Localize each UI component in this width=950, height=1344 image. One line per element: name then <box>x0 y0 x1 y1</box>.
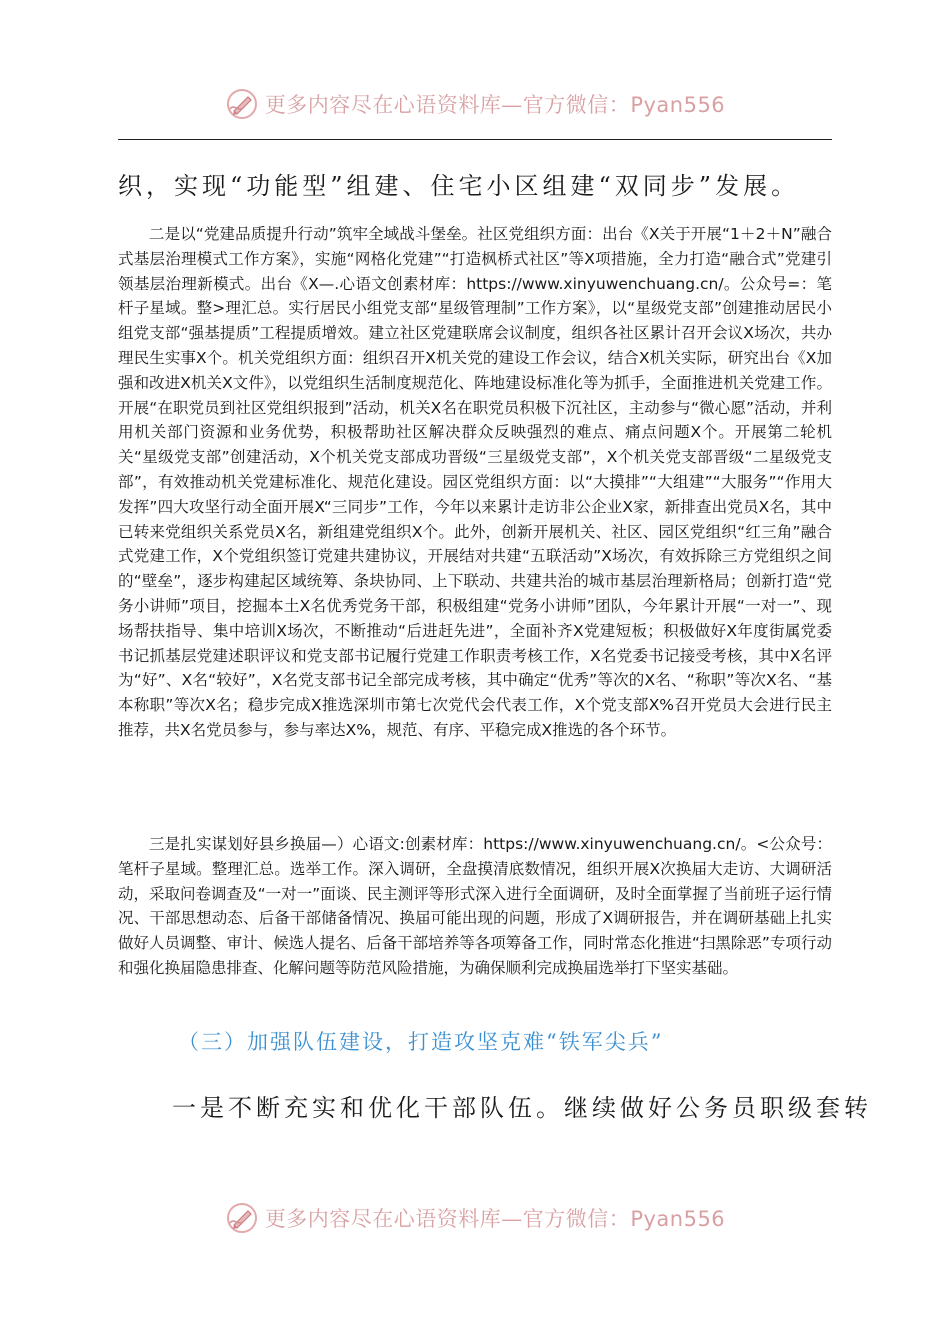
footer-banner <box>0 1198 950 1238</box>
header-banner <box>0 84 950 124</box>
pen-and-paper-logo-icon <box>225 1201 259 1235</box>
paragraph-first-point-start: 一是不断充实和优化干部队伍。继续做好公务员职级套转 <box>172 1094 872 1122</box>
wechat-id: Pyan556 <box>630 93 726 117</box>
continued-paragraph-line: 织，实现“功能型”组建、住宅小区组建“双同步”发展。 <box>118 172 800 200</box>
paragraph-third-point: 三是扎实谋划好县乡换届—）心语文:创素材库：https://www.xinyuwenchuang.cn/。<公众号：笔杆子星域。整理汇总。选举工作。深入调研，全盘摸清底数情况，组织开展X次换届大走访、大调研活动，采取问卷调查及“一对一”面谈、民主测评等形式深入进行全面调研，及时全面掌握了当前班子运行情况、干部思想动态、后备干部储备情况、换届可能出现的问题，形成了X调研报告，并在调研基础上扎实做好人员调整、审计、候选人提名、后备干部培养等各项筹备工作，同时常态化推进“扫黑除恶”专项行动和强化换届隐患排查、化解问题等防范风险措施，为确保顺利完成换届选举打下坚实基础。 <box>118 835 832 977</box>
header-divider <box>118 139 832 140</box>
paragraph-second-point: 二是以“党建品质提升行动”筑牢全域战斗堡垒。社区党组织方面：出台《X关于开展“1＋2＋N”融合式基层治理模式工作方案》，实施“网格化党建”“打造枫桥式社区”等X项措施，全力打造“融合式”党建引领基层治理新模式。出台《X—.心语文创素材库：https://www.xinyuwenchuang.cn/。公众号=：笔杆子星域。整>理汇总。实行居民小组党支部“星级管理制”工作方案》，以“星级党支部”创建推动居民小组党支部“强基提质”工程提质增效。建立社区党建联席会议制度，组织各社区累计召开会议X场次，共办理民生实事X个。机关党组织方面：组织召开X机关党的建设工作会议，结合X机关实际，研究出台《X加强和改进X机关X文件》，以党组织生活制度规范化、阵地建设标准化等为抓手，全面推进机关党建工作。开展“在职党员到社区党组织报到”活动，机关X名在职党员积极下沉社区，主动参与“微心愿”活动，并利用机关部门资源和业务优势，积极帮助社区解决群众反映强烈的难点、痛点问题X个。开展第二轮机关“星级党支部”创建活动，X个机关党支部成功晋级“三星级党支部”，X个机关党支部晋级“二星级党支部”，有效推动机关党建标准化、规范化建设。园区党组织方面：以“大摸排”“大组建”“大服务”“作用大发挥”四大攻坚行动全面开展X“三同步”工作，今年以来累计走访非公企业X家，新排查出党员X名，其中已转来党组织关系党员X名，新组建党组织X个。此外，创新开展机关、社区、园区党组织“红三角”融合式党建工作，X个党组织签订党建共建协议，开展结对共建“五联活动”X场次，有效拆除三方党组织之间的“壁垒”，逐步构建起区域统筹、条块协同、上下联动、共建共治的城市基层治理新格局；创新打造“党务小讲师”项目，挖掘本土X名优秀党务干部，积极组建“党务小讲师”团队，今年累计开展“一对一”、现场帮扶指导、集中培训X场次，不断推动“后进赶先进”，全面补齐X党建短板；积极做好X年度街属党委书记抓基层党建述职评议和党支部书记履行党建工作职责考核工作，X名党委书记接受考核，其中X名评为“好”、X名“较好”，X名党支部书记全部完成考核，其中确定“优秀”等次的X名、“称职”等次X名、“基本称职”等次X名；稳步完成X推选深圳市第七次党代会代表工作，X个党支部X%召开党员大会进行民主推荐，共X名党员参与，参与率达X%，规范、有序、平稳完成X推选的各个环节。 <box>118 225 832 739</box>
banner-text: 更多内容尽在心语资料库—官方微信：Pyan556 <box>264 1207 726 1231</box>
pen-and-paper-logo-icon <box>225 87 259 121</box>
section-subheading: （三）加强队伍建设，打造攻坚克难“铁军尖兵” <box>178 1030 664 1054</box>
wechat-id: Pyan556 <box>630 1207 726 1231</box>
banner-text: 更多内容尽在心语资料库—官方微信：Pyan556 <box>264 93 726 117</box>
